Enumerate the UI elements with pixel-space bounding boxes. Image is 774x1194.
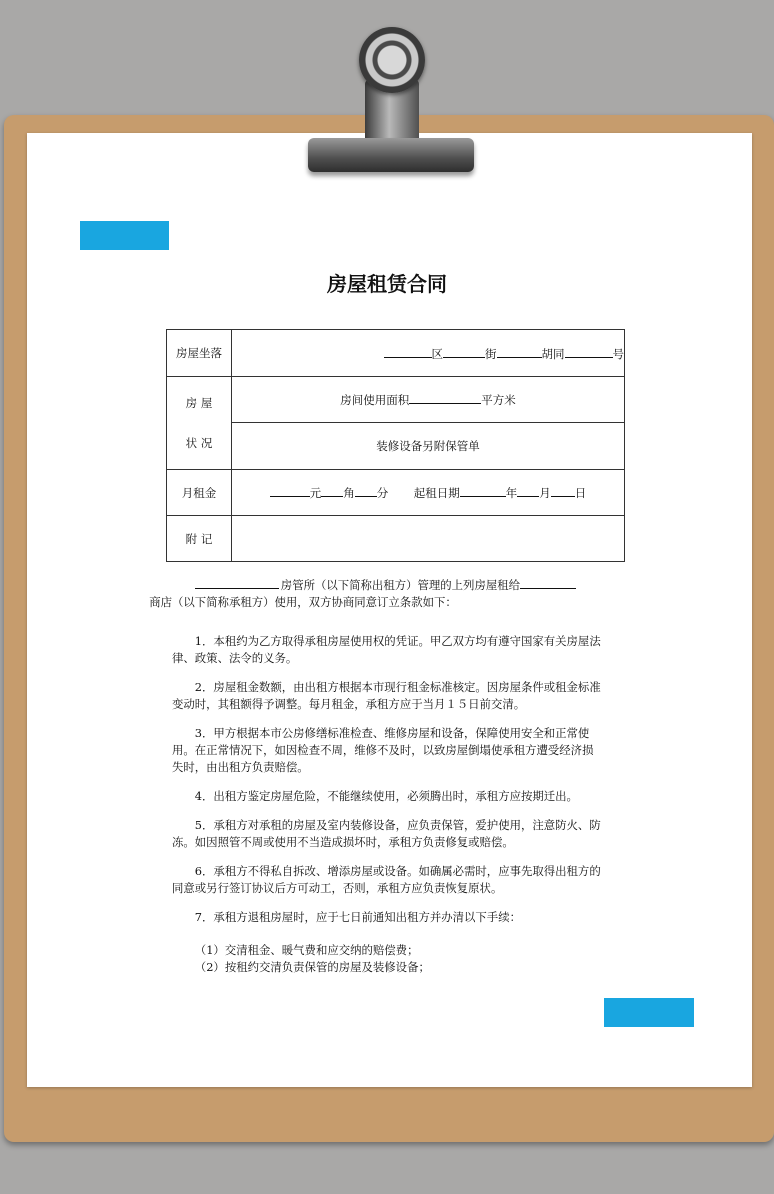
status-label [167,377,232,470]
intro-paragraph [149,576,604,611]
date-unit-day: 日 [574,486,587,500]
location-part-alley: 胡同 [541,346,565,361]
intro-part2: 商店（以下简称承租方）使用，双方协商同意订立条款如下： [149,595,457,609]
blue-tag-top [80,221,169,250]
location-part-district: 区 [431,346,443,361]
intro-part1: 房管所（以下简称出租方）管理的上列房屋租给 [280,578,521,592]
document-title: 房屋租赁合同 [327,272,447,296]
table-row-area [167,377,625,423]
status-label-line2: 状 况 [185,436,213,450]
location-value [232,330,625,377]
clause-3: 3．甲方根据本市公房修缮标准检查、维修房屋和设备，保障使用安全和正常使用。在正常情况下，如因检查不周，维修不及时，以致房屋倒塌使承租方遭受经济损失时，由出租方负责赔偿。 [172,726,594,774]
clause-7: 7．承租方退租房屋时，应于七日前通知出租方并办清以下手续： [194,910,521,924]
rent-unit-fen: 分 [376,486,389,500]
location-part-number: 号 [612,346,624,361]
rent-unit-yuan: 元 [309,486,322,500]
rent-value [232,470,625,516]
table-row-location [167,330,625,377]
clause-5: 5．承租方对承租的房屋及室内装修设备，应负责保管，爱护使用，注意防火、防冻。如因照管不周或使用不当造成损坏时，承租方负责修复或赔偿。 [172,818,601,849]
sub-item-2: （2）按租约交清负责保管的房屋及装修设备； [194,960,430,974]
date-unit-month: 月 [539,486,551,500]
location-part-street: 街 [485,346,497,361]
clause-6: 6．承租方不得私自拆改、增添房屋或设备。如确属必需时，应事先取得出租方的同意或另行签订协议后方可动工，否则，承租方应负责恢复原状。 [172,864,601,895]
clause-4: 4．出租方鉴定房屋危险，不能继续使用，必须腾出时，承租方应按期迁出。 [194,789,578,803]
area-text: 房间使用面积 [340,393,410,407]
table-row-decor [167,423,625,470]
note-label: 附 记 [167,516,232,562]
clip-base [308,138,474,172]
note-value [232,516,625,562]
rent-unit-jiao: 角 [343,486,355,500]
rent-label: 月租金 [167,470,232,516]
location-label: 房屋坐落 [167,330,232,377]
clip-ring-icon [359,27,425,93]
info-table [166,329,625,562]
blue-tag-bottom [604,998,694,1027]
table-row-note [167,516,625,562]
clause-2: 2．房屋租金数额，由出租方根据本市现行租金标准核定。因房屋条件或租金标准变动时，其租额得予调整。每月租金，承租方应于当月１５日前交清。 [172,680,601,711]
table-row-rent [167,470,625,516]
sub-item-1: （1）交清租金、暖气费和应交纳的赔偿费； [194,943,419,957]
date-unit-year: 年 [505,486,518,500]
decor-text: 装修设备另附保管单 [232,423,625,470]
area-unit: 平方米 [481,393,516,407]
area-value [232,377,625,423]
contract-body [149,576,604,976]
start-date-label: 起租日期 [413,486,460,500]
status-label-line1: 房 屋 [185,396,213,410]
clause-1: 1．本租约为乙方取得承租房屋使用权的凭证。甲乙双方均有遵守国家有关房屋法律、政策、法令的义务。 [172,634,601,665]
